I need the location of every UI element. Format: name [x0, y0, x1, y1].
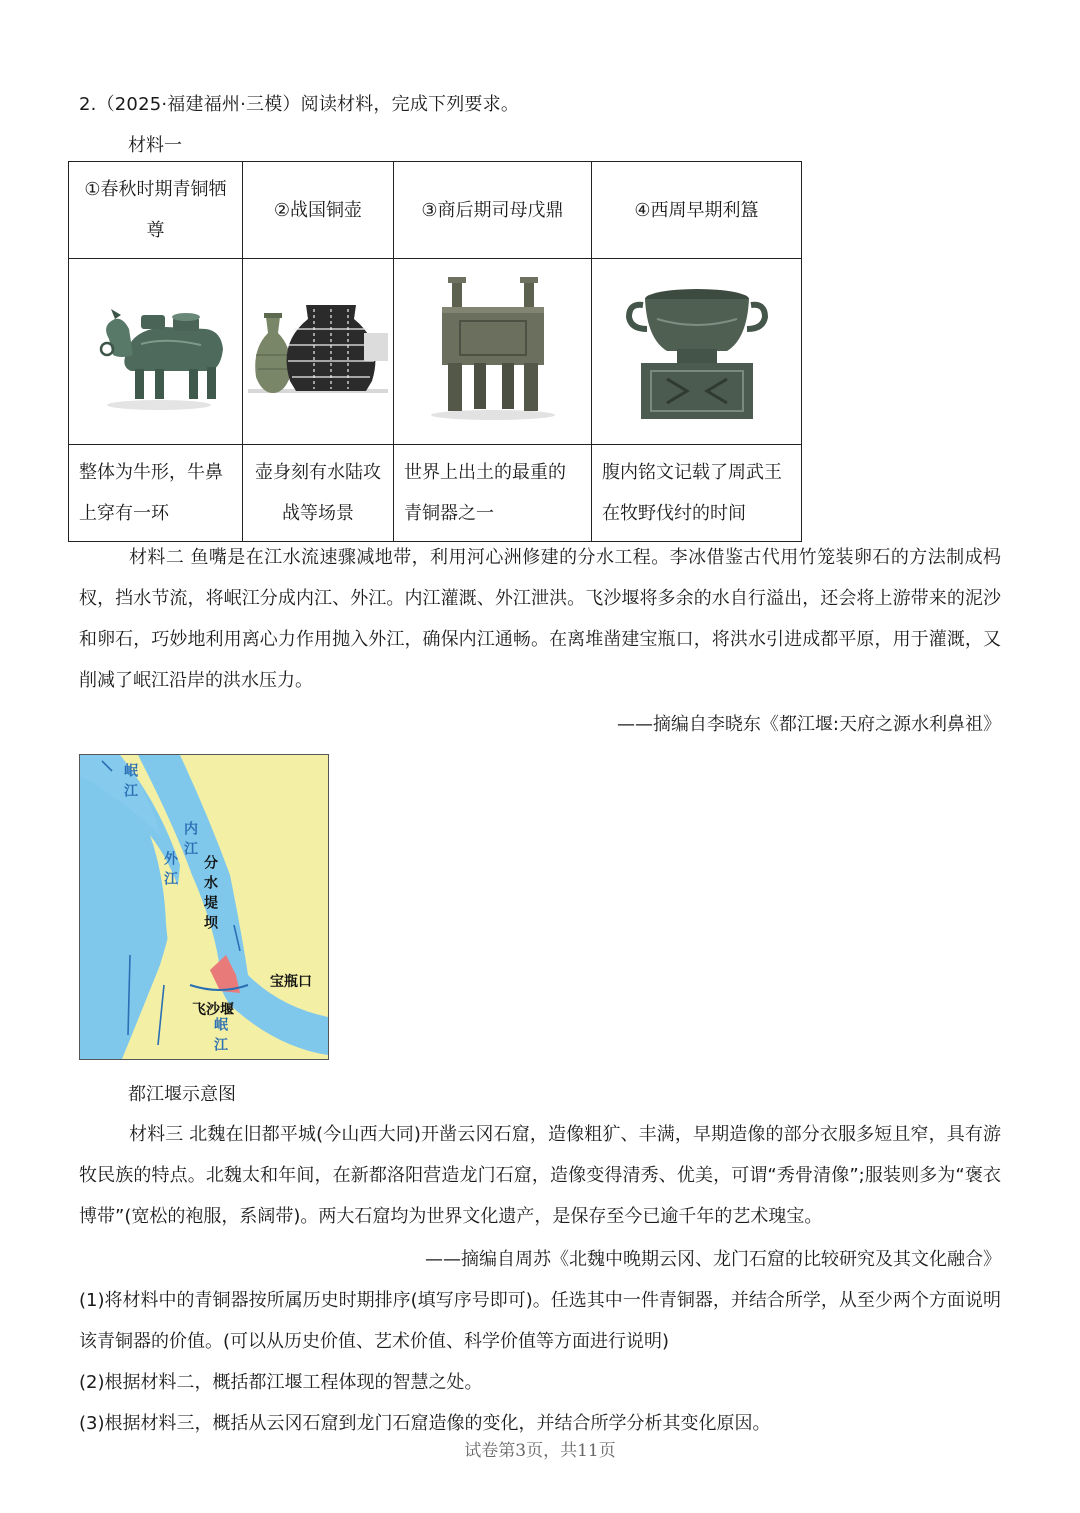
- material2-text: 材料二 鱼嘴是在江水流速骤减地带，利用河心洲修建的分水工程。李冰借鉴古代用竹笼装卵石的方法制成杩杈，挡水节流，将岷江分成内江、外江。内江灌溉、外江泄洪。飞沙堰将多余的水自行溢出，还会将上游带来的泥沙和卵石，巧妙地利用离心力作用抛入外江，确保内江通畅。在离堆凿建宝瓶口，将洪水引进成都平原，用于灌溉，又削减了岷江沿岸的洪水压力。: [79, 547, 1001, 691]
- bronze-desc: 壶身刻有水陆攻战等场景: [243, 445, 394, 542]
- ox-zun-image: [69, 259, 243, 445]
- material2-source: ——摘编自李晓东《都江堰:天府之源水利鼻祖》: [616, 714, 1001, 735]
- question-header: 2.（2025·福建福州·三模）阅读材料，完成下列要求。: [79, 94, 520, 115]
- map-caption: 都江堰示意图: [128, 1084, 236, 1105]
- bronze-name: ①春秋时期青铜牺尊: [69, 162, 243, 259]
- material3-text: 材料三 北魏在旧都平城(今山西大同)开凿云冈石窟，造像粗犷、丰满，早期造像的部分衣服多短且窄，具有游牧民族的特点。北魏太和年间，在新都洛阳营造龙门石窟，造像变得清秀、优美，可谓“秀骨清像”;服装则多为“褒衣博带”(宽松的袍服，系阔带)。两大石窟均为世界文化遗产，是保存至今已逾千年的艺术瑰宝。: [79, 1124, 1001, 1227]
- bronze-name: ②战国铜壶: [243, 162, 394, 259]
- bronze-desc-row: [69, 445, 802, 542]
- map-label-dike: 分水堤坝: [202, 855, 218, 935]
- map-label-minjiang-top: 岷江: [122, 763, 138, 803]
- question-1: (1)将材料中的青铜器按所属历史时期排序(填写序号即可)。任选其中一件青铜器，并结合所学，从至少两个方面说明该青铜器的价值。(可以从历史价值、艺术价值、科学价值等方面进行说明): [79, 1290, 1001, 1352]
- bronze-table: [68, 161, 802, 542]
- dujiangyan-map: [79, 754, 329, 1060]
- bronze-name-row: [69, 162, 802, 259]
- map-label-neijiang: 内江: [182, 821, 198, 861]
- li-gui-image: [592, 259, 802, 445]
- map-label-baopingkou: 宝瓶口: [270, 974, 312, 990]
- question-3: (3)根据材料三，概括从云冈石窟到龙门石窟造像的变化，并结合所学分析其变化原因。: [79, 1413, 771, 1434]
- material1-label: 材料一: [128, 135, 182, 156]
- map-label-waijiang: 外江: [162, 851, 178, 891]
- bronze-hu-image: [243, 259, 394, 445]
- bronze-desc: 整体为牛形，牛鼻上穿有一环: [69, 445, 243, 542]
- bronze-name: ③商后期司母戊鼎: [394, 162, 592, 259]
- bronze-image-row: [69, 259, 802, 445]
- simuwu-ding-image: [394, 259, 592, 445]
- material3-source: ——摘编自周苏《北魏中晚期云冈、龙门石窟的比较研究及其文化融合》: [425, 1249, 1001, 1270]
- bronze-name: ④西周早期利簋: [592, 162, 802, 259]
- question-2: (2)根据材料二，概括都江堰工程体现的智慧之处。: [79, 1372, 483, 1393]
- map-label-feishayan: 飞沙堰: [192, 1002, 234, 1018]
- bronze-desc: 腹内铭文记载了周武王在牧野伐纣的时间: [592, 445, 802, 542]
- bronze-desc: 世界上出土的最重的青铜器之一: [394, 445, 592, 542]
- page-footer: 试卷第3页，共11页: [464, 1441, 616, 1461]
- map-label-minjiang-bottom: 岷江: [212, 1017, 228, 1057]
